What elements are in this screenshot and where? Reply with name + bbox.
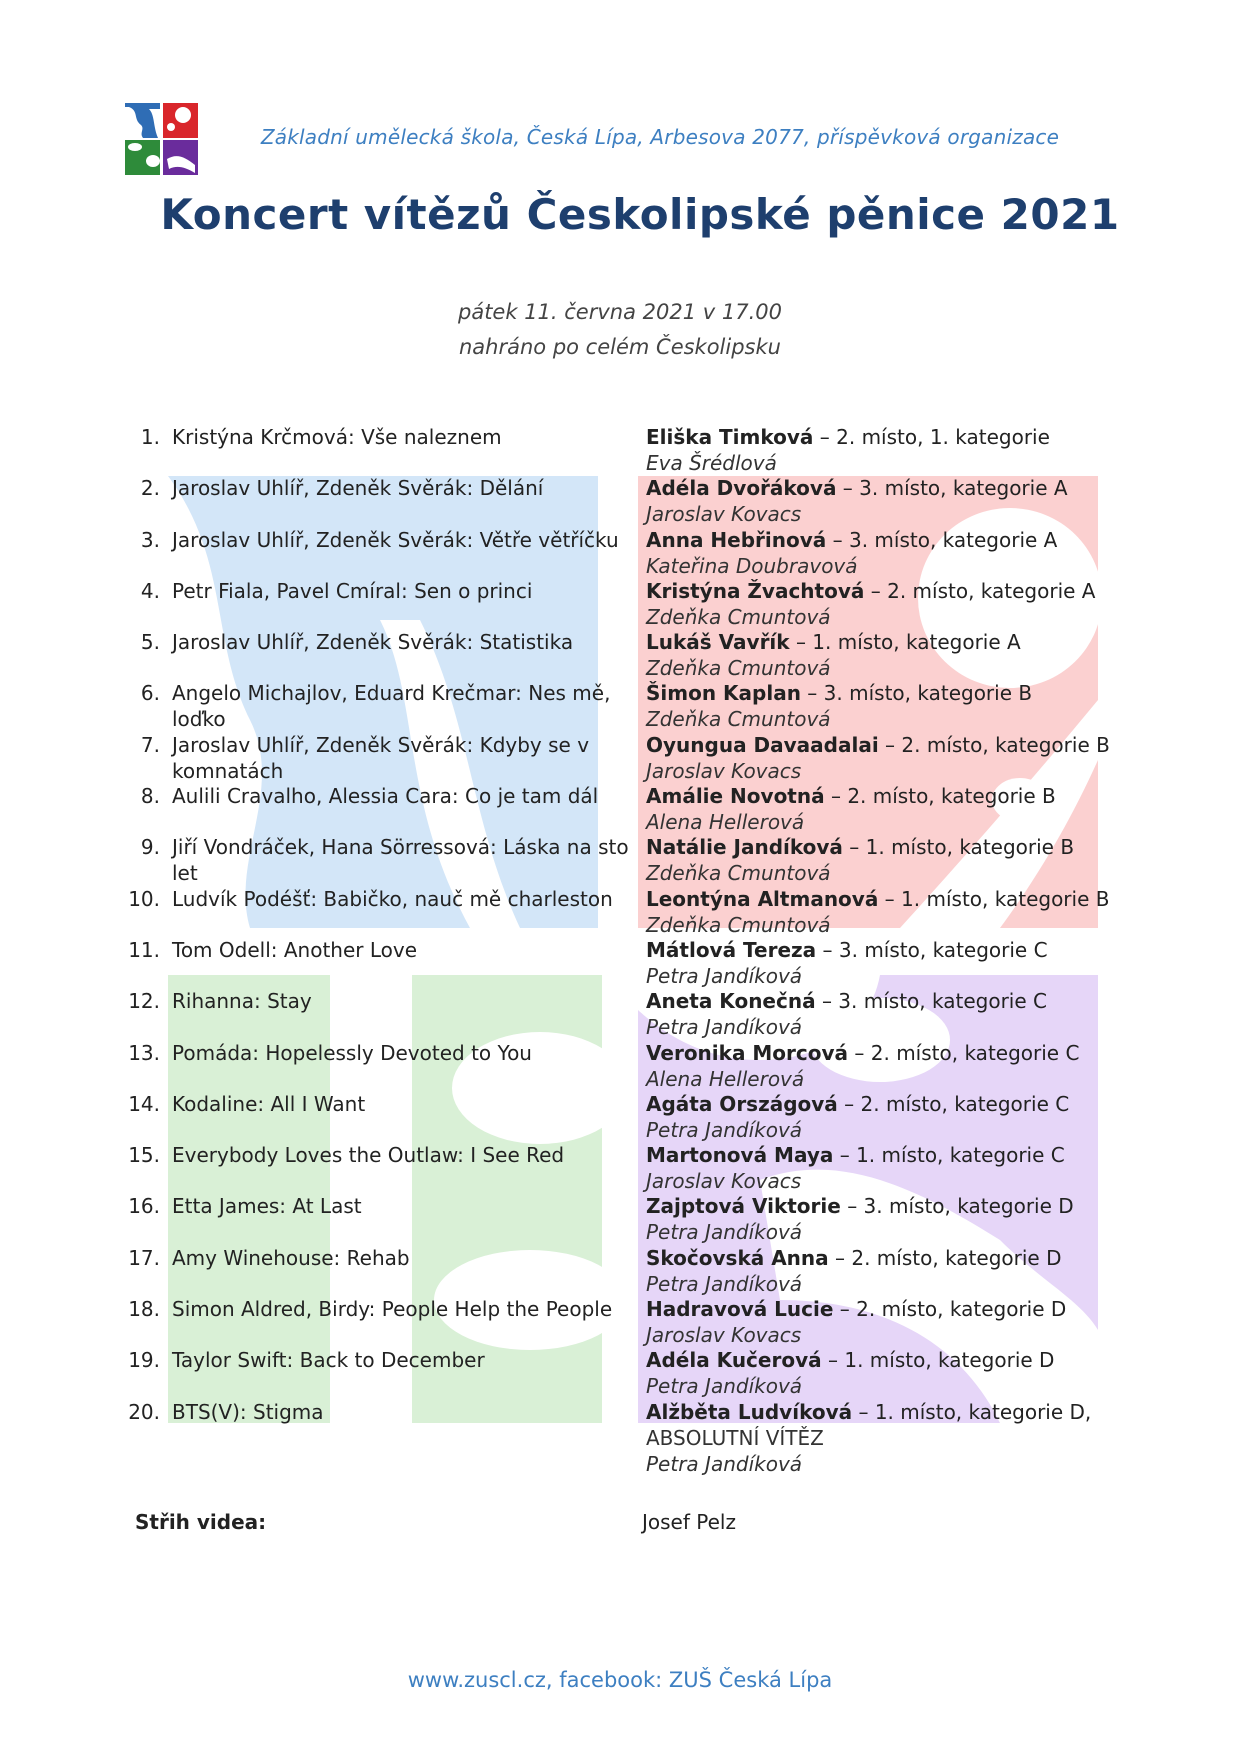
winner-info: [646, 834, 1116, 886]
page-title: Koncert vítězů Českolipské pěnice 2021: [160, 190, 1120, 239]
winner-name: Martonová Maya: [646, 1143, 834, 1168]
winner-result: – 3. místo, kategorie C: [816, 937, 1048, 962]
teacher-name: Jaroslav Kovacs: [646, 1323, 802, 1348]
program-number: 11.: [128, 937, 160, 962]
winner-info: [646, 1347, 1116, 1399]
teacher-name: Jaroslav Kovacs: [646, 758, 802, 783]
winner-info: [646, 1245, 1116, 1297]
teacher-name: Zdeňka Cmuntová: [646, 912, 831, 937]
program-number: 17.: [128, 1245, 160, 1270]
teacher-name: Zdeňka Cmuntová: [646, 707, 831, 732]
program-number: 15.: [128, 1143, 160, 1168]
winner-name: Amálie Novotná: [646, 784, 825, 809]
program-number: 8.: [140, 784, 160, 809]
program-row: [0, 527, 1240, 578]
winner-info: [646, 1040, 1116, 1092]
program-row: [0, 1347, 1240, 1398]
winner-name: Anna Hebřinová: [646, 527, 827, 552]
winner-name: Adéla Dvořáková: [646, 476, 837, 501]
winner-name: Natálie Jandíková: [646, 835, 843, 860]
song-title: Jaroslav Uhlíř, Zdeněk Svěrák: Statistika: [172, 630, 574, 655]
program-row: [0, 1142, 1240, 1193]
program-number: 20.: [128, 1399, 160, 1424]
video-edit-name: Josef Pelz: [642, 1510, 736, 1534]
program-row: [0, 783, 1240, 834]
teacher-name: Eva Šrédlová: [646, 451, 777, 475]
teacher-name: Jaroslav Kovacs: [646, 502, 802, 527]
teacher-name: Jaroslav Kovacs: [646, 1169, 802, 1194]
program-number: 6.: [140, 681, 160, 706]
program-row: [0, 475, 1240, 526]
winner-name: Skočovská Anna: [646, 1245, 829, 1270]
winner-result: – 2. místo, kategorie C: [848, 1040, 1080, 1065]
winner-info: [646, 1142, 1116, 1194]
program-row: [0, 1245, 1240, 1296]
winner-info: [646, 578, 1116, 630]
winner-result: – 3. místo, kategorie A: [836, 476, 1068, 501]
winner-result: – 1. místo, kategorie D: [821, 1348, 1055, 1373]
winner-result: – 1. místo, kategorie B: [878, 886, 1110, 911]
song-title: Petr Fiala, Pavel Cmíral: Sen o princi: [172, 578, 533, 603]
program-number: 9.: [140, 835, 160, 860]
song-title: Jiří Vondráček, Hana Sörressová: Láska na sto let: [172, 835, 629, 886]
winner-result: – 2. místo, kategorie B: [878, 732, 1110, 757]
teacher-name: Alena Hellerová: [646, 1066, 805, 1091]
winner-name: Aneta Konečná: [646, 989, 816, 1014]
winner-info: [646, 1296, 1116, 1348]
program-row: [0, 886, 1240, 937]
song-title: Simon Aldred, Birdy: People Help the People: [172, 1297, 613, 1322]
absolute-winner-label: ABSOLUTNÍ VÍTĚZ: [646, 1425, 824, 1450]
school-logo-icon: [125, 103, 198, 175]
program-number: 18.: [128, 1297, 160, 1322]
event-location-note: nahráno po celém Českolipsku: [459, 335, 781, 359]
winner-info: [646, 527, 1116, 579]
winner-result: – 3. místo, kategorie B: [800, 681, 1033, 706]
winner-result: – 2. místo, kategorie D: [833, 1297, 1067, 1322]
winner-info: [646, 732, 1116, 784]
program-row: [0, 937, 1240, 988]
winner-name: Zajptová Viktorie: [646, 1194, 841, 1219]
winner-result: – 3. místo, kategorie D: [840, 1194, 1074, 1219]
program-row: [0, 629, 1240, 680]
program-row: [0, 1399, 1240, 1476]
winner-name: Agáta Országová: [646, 1091, 838, 1116]
winner-info: [646, 1091, 1116, 1143]
teacher-name: Petra Jandíková: [646, 1451, 803, 1476]
program-list: [0, 424, 1240, 1476]
program-number: 19.: [128, 1348, 160, 1373]
video-edit-label: Střih videa:: [135, 1510, 267, 1534]
program-number: 16.: [128, 1194, 160, 1219]
program-row: [0, 1091, 1240, 1142]
winner-name: Hadravová Lucie: [646, 1297, 834, 1322]
teacher-name: Zdeňka Cmuntová: [646, 656, 831, 681]
program-row: [0, 988, 1240, 1039]
winner-name: Adéla Kučerová: [646, 1348, 822, 1373]
winner-result: – 2. místo, 1. kategorie: [813, 425, 1050, 449]
winner-info: [646, 680, 1116, 732]
song-title: Rihanna: Stay: [172, 989, 312, 1014]
winner-info: [646, 886, 1116, 938]
teacher-name: Petra Jandíková: [646, 963, 803, 988]
program-number: 1.: [140, 425, 160, 449]
song-title: Jaroslav Uhlíř, Zdeněk Svěrák: Větře větříčku: [172, 527, 619, 552]
winner-result: – 2. místo, kategorie A: [864, 578, 1096, 603]
winner-name: Leontýna Altmanová: [646, 886, 879, 911]
winner-name: Veronika Morcová: [646, 1040, 849, 1065]
winner-result: – 3. místo, kategorie C: [815, 989, 1047, 1014]
winner-info: [646, 937, 1116, 989]
teacher-name: Petra Jandíková: [646, 1374, 803, 1399]
winner-name: Kristýna Žvachtová: [646, 578, 865, 603]
winner-info: [646, 424, 1116, 476]
song-title: Jaroslav Uhlíř, Zdeněk Svěrák: Kdyby se v komnatách: [172, 732, 590, 783]
winner-result: – 1. místo, kategorie D,: [852, 1399, 1092, 1424]
program-number: 12.: [128, 989, 160, 1014]
song-title: Angelo Michajlov, Eduard Krečmar: Nes mě, loďko: [172, 681, 611, 732]
winner-result: – 1. místo, kategorie C: [833, 1143, 1065, 1168]
winner-name: Eliška Timková: [646, 425, 814, 449]
winner-name: Mátlová Tereza: [646, 937, 817, 962]
program-number: 4.: [140, 578, 160, 603]
song-title: Aulili Cravalho, Alessia Cara: Co je tam dál: [172, 784, 599, 809]
teacher-name: Petra Jandíková: [646, 1117, 803, 1142]
school-name: Základní umělecká škola, Česká Lípa, Arbesova 2077, příspěvková organizace: [260, 125, 1060, 149]
program-row: [0, 680, 1240, 731]
winner-result: – 1. místo, kategorie B: [842, 835, 1075, 860]
program-number: 3.: [140, 527, 160, 552]
song-title: Everybody Loves the Outlaw: I See Red: [172, 1143, 565, 1168]
program-row: [0, 1296, 1240, 1347]
teacher-name: Petra Jandíková: [646, 1220, 803, 1245]
winner-info: [646, 629, 1116, 681]
program-row: [0, 1193, 1240, 1244]
program-row: [0, 834, 1240, 885]
program-row: [0, 732, 1240, 783]
program-row: [0, 1040, 1240, 1091]
program-number: 10.: [128, 886, 160, 911]
teacher-name: Kateřina Doubravová: [646, 553, 858, 578]
winner-name: Alžběta Ludvíková: [646, 1399, 853, 1424]
event-date: pátek 11. června 2021 v 17.00: [458, 300, 782, 324]
teacher-name: Petra Jandíková: [646, 1015, 803, 1040]
winner-info: [646, 1193, 1116, 1245]
winner-info: [646, 1399, 1116, 1477]
song-title: Etta James: At Last: [172, 1194, 362, 1219]
song-title: Amy Winehouse: Rehab: [172, 1245, 410, 1270]
winner-info: [646, 783, 1116, 835]
winner-name: Oyungua Davaadalai: [646, 732, 879, 757]
winner-result: – 2. místo, kategorie D: [828, 1245, 1062, 1270]
teacher-name: Zdeňka Cmuntová: [646, 604, 831, 629]
teacher-name: Zdeňka Cmuntová: [646, 861, 831, 886]
teacher-name: Petra Jandíková: [646, 1271, 803, 1296]
teacher-name: Alena Hellerová: [646, 810, 805, 835]
program-number: 14.: [128, 1091, 160, 1116]
winner-result: – 2. místo, kategorie B: [824, 784, 1056, 809]
winner-info: [646, 988, 1116, 1040]
song-title: Taylor Swift: Back to December: [172, 1348, 485, 1373]
program-number: 7.: [140, 732, 160, 757]
song-title: Pomáda: Hopelessly Devoted to You: [172, 1040, 532, 1065]
song-title: Kodaline: All I Want: [172, 1091, 366, 1116]
winner-result: – 2. místo, kategorie C: [837, 1091, 1070, 1116]
footer-links: www.zuscl.cz, facebook: ZUŠ Česká Lípa: [407, 1668, 833, 1692]
winner-name: Lukáš Vavřík: [646, 630, 790, 655]
program-number: 5.: [140, 630, 160, 655]
song-title: Tom Odell: Another Love: [172, 937, 418, 962]
song-title: Kristýna Krčmová: Vše naleznem: [172, 425, 502, 449]
song-title: Ludvík Podéšť: Babičko, nauč mě charleston: [172, 886, 613, 911]
program-number: 2.: [140, 476, 160, 501]
winner-name: Šimon Kaplan: [646, 681, 801, 706]
winner-result: – 3. místo, kategorie A: [826, 527, 1058, 552]
song-title: Jaroslav Uhlíř, Zdeněk Svěrák: Dělání: [172, 476, 544, 501]
program-row: [0, 578, 1240, 629]
winner-result: – 1. místo, kategorie A: [789, 630, 1021, 655]
program-number: 13.: [128, 1040, 160, 1065]
program-row: [0, 424, 1240, 475]
winner-info: [646, 475, 1116, 527]
song-title: BTS(V): Stigma: [172, 1399, 324, 1424]
